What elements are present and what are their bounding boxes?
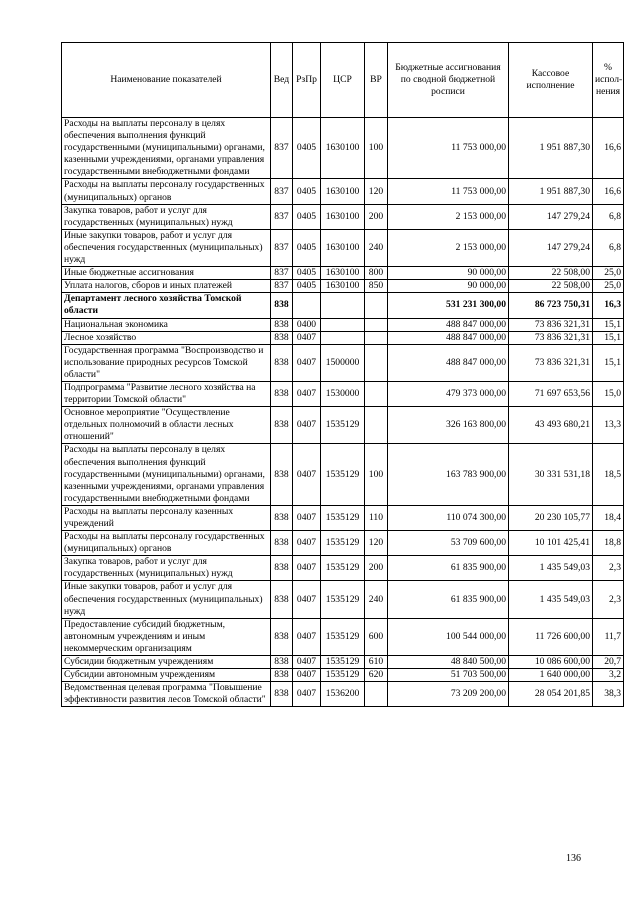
cell-vr: 620	[365, 669, 388, 682]
cell-percent: 11,7	[593, 618, 624, 655]
cell-ved: 837	[271, 204, 293, 229]
cell-vr: 240	[365, 581, 388, 618]
cell-vr	[365, 331, 388, 344]
cell-name: Иные бюджетные ассигнования	[62, 267, 271, 280]
header-rzpr: РзПр	[293, 43, 321, 118]
header-csr: ЦСР	[321, 43, 365, 118]
cell-csr: 1530000	[321, 381, 365, 406]
table-row	[62, 280, 624, 293]
cell-ved: 838	[271, 669, 293, 682]
cell-vr	[365, 318, 388, 331]
cell-name: Расходы на выплаты персоналу в целях обеспечения выполнения функций государственными (муниципальными) органами, казенными учреждениями, органами управления государственными внебюджетными фондами	[62, 118, 271, 179]
cell-ved: 837	[271, 267, 293, 280]
cell-percent: 15,1	[593, 318, 624, 331]
cell-vr: 110	[365, 505, 388, 530]
cell-csr: 1535129	[321, 531, 365, 556]
cell-csr: 1535129	[321, 556, 365, 581]
cell-execution: 22 508,00	[509, 267, 593, 280]
cell-rzpr: 0407	[293, 618, 321, 655]
cell-name: Расходы на выплаты персоналу казенных учреждений	[62, 505, 271, 530]
cell-budget: 48 840 500,00	[388, 656, 509, 669]
cell-vr: 800	[365, 267, 388, 280]
table-row	[62, 118, 624, 179]
cell-vr: 120	[365, 179, 388, 204]
cell-percent: 16,6	[593, 118, 624, 179]
cell-vr: 600	[365, 618, 388, 655]
cell-percent: 3,2	[593, 669, 624, 682]
header-ved: Вед	[271, 43, 293, 118]
table-row	[62, 179, 624, 204]
cell-budget: 531 231 300,00	[388, 293, 509, 318]
cell-percent: 18,4	[593, 505, 624, 530]
cell-ved: 837	[271, 280, 293, 293]
cell-ved: 838	[271, 407, 293, 444]
cell-rzpr: 0400	[293, 318, 321, 331]
table-row	[62, 531, 624, 556]
cell-rzpr: 0407	[293, 531, 321, 556]
cell-rzpr: 0407	[293, 656, 321, 669]
cell-execution: 147 279,24	[509, 229, 593, 266]
cell-name: Субсидии бюджетным учреждениям	[62, 656, 271, 669]
cell-execution: 22 508,00	[509, 280, 593, 293]
table-row	[62, 407, 624, 444]
table-row	[62, 267, 624, 280]
cell-vr: 120	[365, 531, 388, 556]
table-row	[62, 331, 624, 344]
table-row	[62, 344, 624, 381]
cell-percent: 25,0	[593, 280, 624, 293]
header-execution: Кассовое исполнение	[509, 43, 593, 118]
cell-percent: 15,1	[593, 344, 624, 381]
cell-budget: 479 373 000,00	[388, 381, 509, 406]
cell-csr: 1535129	[321, 505, 365, 530]
cell-budget: 326 163 800,00	[388, 407, 509, 444]
cell-budget: 11 753 000,00	[388, 118, 509, 179]
cell-percent: 20,7	[593, 656, 624, 669]
table-header-row	[62, 43, 624, 118]
cell-execution: 10 086 600,00	[509, 656, 593, 669]
cell-execution: 1 435 549,03	[509, 581, 593, 618]
cell-rzpr: 0407	[293, 581, 321, 618]
cell-name: Закупка товаров, работ и услуг для государственных (муниципальных) нужд	[62, 204, 271, 229]
cell-rzpr: 0407	[293, 381, 321, 406]
cell-ved: 837	[271, 118, 293, 179]
cell-percent: 15,1	[593, 331, 624, 344]
cell-rzpr: 0405	[293, 280, 321, 293]
cell-csr: 1535129	[321, 444, 365, 505]
cell-budget: 90 000,00	[388, 280, 509, 293]
cell-ved: 837	[271, 179, 293, 204]
budget-table	[61, 42, 624, 707]
table-row	[62, 381, 624, 406]
cell-ved: 838	[271, 381, 293, 406]
cell-vr: 100	[365, 444, 388, 505]
cell-execution: 20 230 105,77	[509, 505, 593, 530]
cell-vr	[365, 682, 388, 707]
cell-name: Уплата налогов, сборов и иных платежей	[62, 280, 271, 293]
cell-csr: 1630100	[321, 204, 365, 229]
cell-percent: 6,8	[593, 229, 624, 266]
cell-rzpr: 0407	[293, 682, 321, 707]
cell-percent: 2,3	[593, 556, 624, 581]
cell-budget: 11 753 000,00	[388, 179, 509, 204]
cell-name: Национальная экономика	[62, 318, 271, 331]
cell-percent: 25,0	[593, 267, 624, 280]
cell-vr	[365, 407, 388, 444]
cell-name: Основное мероприятие "Осуществление отдельных полномочий в области лесных отношений"	[62, 407, 271, 444]
cell-ved: 838	[271, 318, 293, 331]
cell-vr: 610	[365, 656, 388, 669]
cell-budget: 61 835 900,00	[388, 556, 509, 581]
cell-execution: 10 101 425,41	[509, 531, 593, 556]
table-row	[62, 656, 624, 669]
cell-csr: 1500000	[321, 344, 365, 381]
table-body	[62, 118, 624, 707]
cell-percent: 13,3	[593, 407, 624, 444]
cell-name: Предоставление субсидий бюджетным, автономным учреждениям и иным некоммерческим организациям	[62, 618, 271, 655]
cell-execution: 71 697 653,56	[509, 381, 593, 406]
cell-percent: 15,0	[593, 381, 624, 406]
table-row	[62, 618, 624, 655]
cell-ved: 838	[271, 682, 293, 707]
cell-budget: 2 153 000,00	[388, 204, 509, 229]
cell-name: Подпрограмма "Развитие лесного хозяйства на территории Томской области"	[62, 381, 271, 406]
cell-budget: 73 209 200,00	[388, 682, 509, 707]
table-row	[62, 682, 624, 707]
cell-vr	[365, 381, 388, 406]
cell-csr: 1535129	[321, 581, 365, 618]
cell-percent: 16,3	[593, 293, 624, 318]
cell-rzpr	[293, 293, 321, 318]
cell-name: Иные закупки товаров, работ и услуг для обеспечения государственных (муниципальных) нужд	[62, 581, 271, 618]
cell-budget: 61 835 900,00	[388, 581, 509, 618]
header-vr: ВР	[365, 43, 388, 118]
cell-rzpr: 0407	[293, 669, 321, 682]
cell-ved: 838	[271, 556, 293, 581]
cell-percent: 2,3	[593, 581, 624, 618]
cell-name: Закупка товаров, работ и услуг для государственных (муниципальных) нужд	[62, 556, 271, 581]
cell-execution: 1 951 887,30	[509, 179, 593, 204]
page-number: 136	[566, 853, 581, 864]
cell-rzpr: 0405	[293, 179, 321, 204]
cell-execution: 1 435 549,03	[509, 556, 593, 581]
cell-name: Расходы на выплаты персоналу государственных (муниципальных) органов	[62, 531, 271, 556]
cell-vr: 200	[365, 204, 388, 229]
cell-execution: 11 726 600,00	[509, 618, 593, 655]
cell-execution: 43 493 680,21	[509, 407, 593, 444]
cell-name: Государственная программа "Воспроизводство и использование природных ресурсов Томской области"	[62, 344, 271, 381]
cell-csr	[321, 331, 365, 344]
cell-rzpr: 0407	[293, 344, 321, 381]
cell-csr	[321, 318, 365, 331]
cell-name: Расходы на выплаты персоналу в целях обеспечения выполнения функций государственными (муниципальными) органами, казенными учреждениями, органами управления государственными внебюджетными фондами	[62, 444, 271, 505]
cell-rzpr: 0405	[293, 229, 321, 266]
cell-vr: 850	[365, 280, 388, 293]
cell-ved: 838	[271, 444, 293, 505]
cell-ved: 838	[271, 344, 293, 381]
cell-ved: 837	[271, 229, 293, 266]
table-row	[62, 581, 624, 618]
cell-execution: 73 836 321,31	[509, 331, 593, 344]
table-row	[62, 204, 624, 229]
cell-name: Департамент лесного хозяйства Томской области	[62, 293, 271, 318]
cell-csr: 1630100	[321, 267, 365, 280]
cell-percent: 18,5	[593, 444, 624, 505]
cell-rzpr: 0407	[293, 444, 321, 505]
cell-ved: 838	[271, 293, 293, 318]
cell-execution: 73 836 321,31	[509, 344, 593, 381]
cell-percent: 38,3	[593, 682, 624, 707]
cell-csr	[321, 293, 365, 318]
cell-rzpr: 0407	[293, 505, 321, 530]
cell-budget: 90 000,00	[388, 267, 509, 280]
cell-budget: 110 074 300,00	[388, 505, 509, 530]
cell-rzpr: 0405	[293, 204, 321, 229]
header-name: Наименование показателей	[62, 43, 271, 118]
cell-budget: 488 847 000,00	[388, 318, 509, 331]
cell-budget: 100 544 000,00	[388, 618, 509, 655]
cell-rzpr: 0405	[293, 118, 321, 179]
table-row	[62, 444, 624, 505]
cell-percent: 16,6	[593, 179, 624, 204]
cell-ved: 838	[271, 531, 293, 556]
cell-budget: 51 703 500,00	[388, 669, 509, 682]
cell-execution: 86 723 750,31	[509, 293, 593, 318]
cell-vr	[365, 293, 388, 318]
cell-name: Ведомственная целевая программа "Повышение эффективности развития лесов Томской области"	[62, 682, 271, 707]
cell-budget: 53 709 600,00	[388, 531, 509, 556]
cell-rzpr: 0407	[293, 407, 321, 444]
cell-budget: 488 847 000,00	[388, 344, 509, 381]
cell-csr: 1535129	[321, 407, 365, 444]
table-row	[62, 229, 624, 266]
cell-name: Иные закупки товаров, работ и услуг для обеспечения государственных (муниципальных) нужд	[62, 229, 271, 266]
cell-percent: 6,8	[593, 204, 624, 229]
table-row	[62, 293, 624, 318]
cell-rzpr: 0407	[293, 556, 321, 581]
table-row	[62, 505, 624, 530]
cell-vr: 240	[365, 229, 388, 266]
cell-ved: 838	[271, 505, 293, 530]
cell-ved: 838	[271, 581, 293, 618]
cell-csr: 1630100	[321, 179, 365, 204]
cell-rzpr: 0405	[293, 267, 321, 280]
cell-name: Лесное хозяйство	[62, 331, 271, 344]
cell-vr	[365, 344, 388, 381]
cell-percent: 18,8	[593, 531, 624, 556]
header-budget: Бюджетные ассигнования по сводной бюджетной росписи	[388, 43, 509, 118]
cell-execution: 73 836 321,31	[509, 318, 593, 331]
cell-vr: 200	[365, 556, 388, 581]
cell-csr: 1535129	[321, 669, 365, 682]
cell-csr: 1630100	[321, 229, 365, 266]
cell-csr: 1535129	[321, 618, 365, 655]
cell-ved: 838	[271, 331, 293, 344]
cell-name: Субсидии автономным учреждениям	[62, 669, 271, 682]
table-row	[62, 318, 624, 331]
cell-vr: 100	[365, 118, 388, 179]
cell-execution: 147 279,24	[509, 204, 593, 229]
cell-rzpr: 0407	[293, 331, 321, 344]
cell-name: Расходы на выплаты персоналу государственных (муниципальных) органов	[62, 179, 271, 204]
cell-csr: 1630100	[321, 118, 365, 179]
cell-execution: 1 951 887,30	[509, 118, 593, 179]
cell-budget: 163 783 900,00	[388, 444, 509, 505]
cell-execution: 1 640 000,00	[509, 669, 593, 682]
cell-csr: 1630100	[321, 280, 365, 293]
cell-budget: 2 153 000,00	[388, 229, 509, 266]
cell-ved: 838	[271, 618, 293, 655]
table-row	[62, 669, 624, 682]
cell-execution: 28 054 201,85	[509, 682, 593, 707]
cell-ved: 838	[271, 656, 293, 669]
header-percent: % испол-нения	[593, 43, 624, 118]
cell-csr: 1536200	[321, 682, 365, 707]
cell-csr: 1535129	[321, 656, 365, 669]
table-row	[62, 556, 624, 581]
cell-execution: 30 331 531,18	[509, 444, 593, 505]
cell-budget: 488 847 000,00	[388, 331, 509, 344]
